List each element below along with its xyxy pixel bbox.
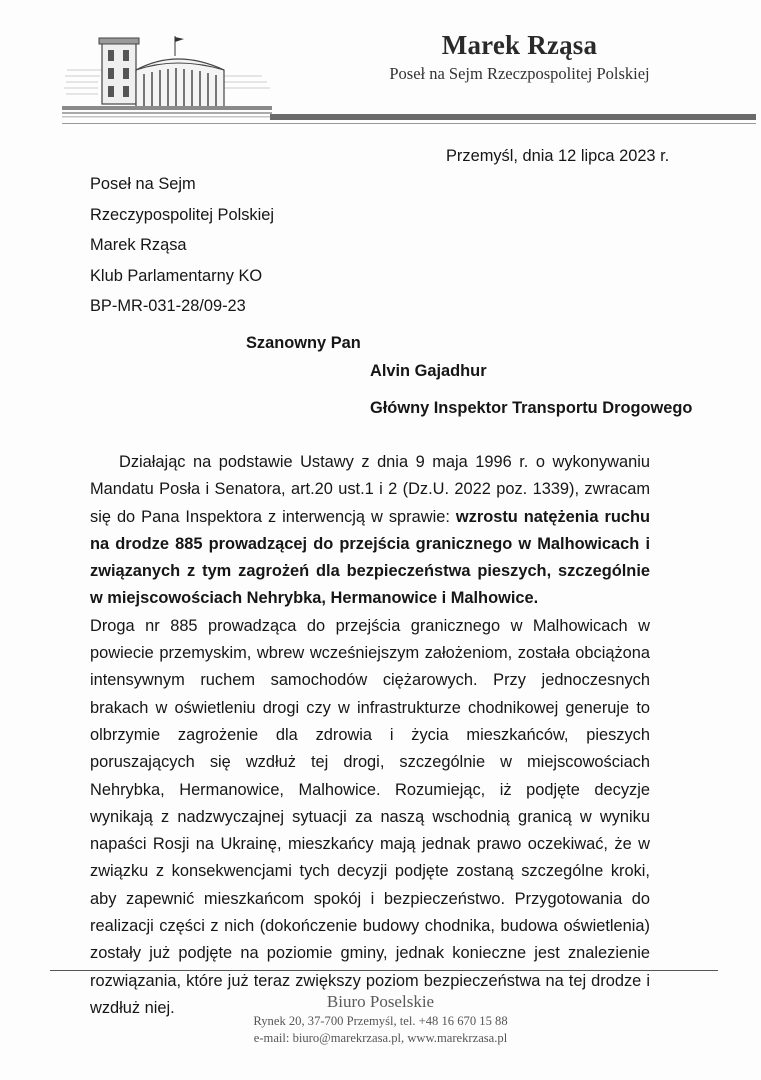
salutation: Szanowny Pan bbox=[246, 334, 361, 352]
sender-line: Rzeczypospolitej Polskiej bbox=[90, 205, 275, 224]
footer-address: Rynek 20, 37-700 Przemyśl, tel. +48 16 670 15 88 bbox=[253, 1014, 508, 1028]
sender-reference-number: BP-MR-031-28/09-23 bbox=[90, 297, 246, 315]
letterhead-name: Marek Rząsa bbox=[441, 30, 598, 60]
intervention-subject: wzrostu natężenia ruchu na drodze 885 prowadzącej do przejścia granicznego w Malhowicach i związanych z tym zagrożeń dla bezpieczeństwa pieszych, szczególnie w miejscowościach Nehrybka, Hermanowice i Malhowice. bbox=[90, 507, 650, 608]
sender-line: Klub Parlamentarny KO bbox=[90, 266, 263, 285]
intro-text: Działając na podstawie Ustawy z dnia 9 maja 1996 r. o wykonywaniu Mandatu Posła i Senatora, art.20 ust.1 i 2 (Dz.U. 2022 poz. 1339), zwracam się do Pana Inspektora z interwencją w sprawie: bbox=[90, 453, 650, 526]
paragraph-intro bbox=[90, 449, 650, 613]
sender-line: Marek Rząsa bbox=[90, 236, 187, 254]
header-divider bbox=[270, 114, 756, 120]
date-line: Przemyśl, dnia 12 lipca 2023 r. bbox=[446, 147, 670, 165]
footer-title: Biuro Poselskie bbox=[326, 992, 435, 1011]
sender-line: Poseł na Sejm bbox=[90, 175, 196, 193]
footer-divider bbox=[50, 970, 718, 971]
letter-body bbox=[90, 449, 650, 1022]
header-divider-thin bbox=[62, 123, 756, 124]
recipient-name: Alvin Gajadhur bbox=[370, 362, 487, 380]
letterhead-title: Poseł na Sejm Rzeczpospolitej Polskiej bbox=[389, 64, 650, 83]
recipient-title: Główny Inspektor Transportu Drogowego bbox=[370, 399, 693, 417]
footer-contact: e-mail: biuro@marekrzasa.pl, www.marekrzasa.pl bbox=[253, 1031, 508, 1045]
paragraph-main: Droga nr 885 prowadząca do przejścia granicznego w Malhowicach w powiecie przemyskim, wbrew wcześniejszym założeniom, została obciążona intensywnym ruchem samochodów ciężarowych. Przy jednoczesnych brakach w oświetleniu drogi czy w infrastrukturze chodnikowej generuje to olbrzymie zagrożenie dla zdrowia i życia mieszkańców, pieszych poruszających się wzdłuż tej drogi, szczególnie w miejscowościach Nehrybka, Hermanowice, Malhowice. Rozumiejąc, iż podjęte decyzje wynikają z nadzwyczajnej sytuacji za naszą wschodnią granicą w wyniku napaści Rosji na Ukrainę, mieszkańcy mają jednak prawo oczekiwać, że w związku z konsekwencjami tych decyzji podjęte zostaną szczególne kroki, aby zapewnić mieszkańcom spokój i bezpieczeństwo. Przygotowania do realizacji części z nich (dokończenie budowy chodnika, budowa oświetlenia) zostały już podjęte na poziomie gminy, jednak konieczne jest znalezienie rozwiązania, które już teraz zwiększy poziom bezpieczeństwa na tej drodze i wzdłuż niej. bbox=[90, 616, 650, 1017]
sender-block bbox=[90, 169, 274, 322]
